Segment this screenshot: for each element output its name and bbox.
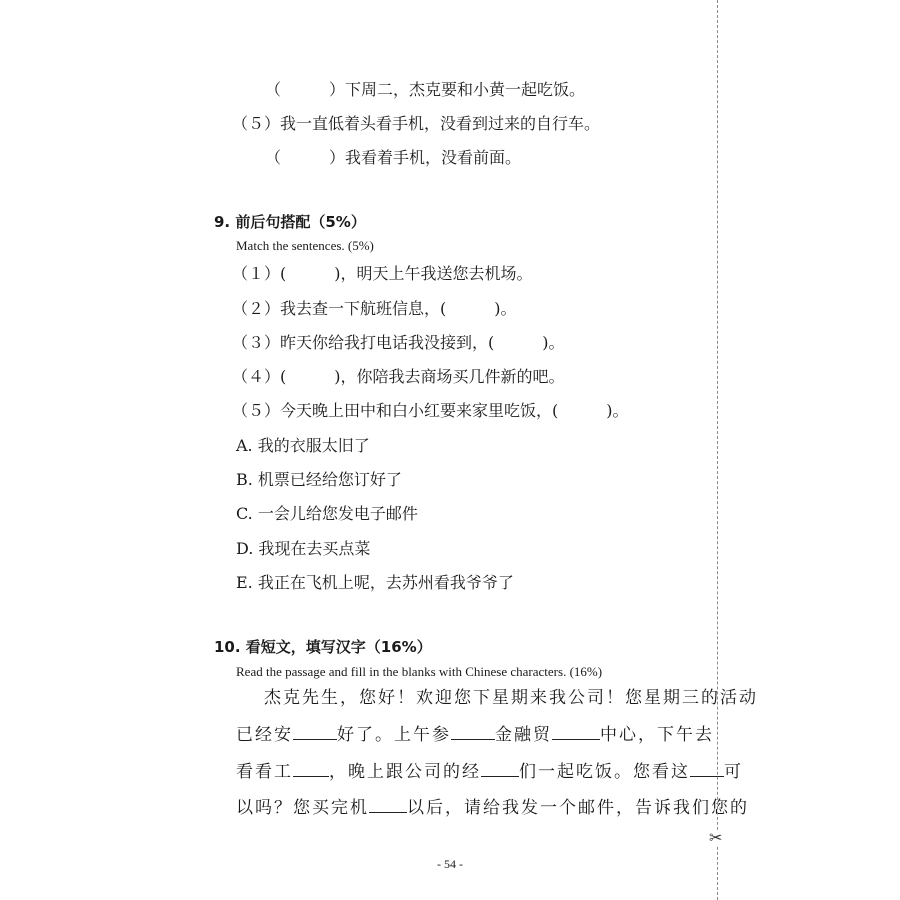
section9-option-c: C. 一会儿给您发电子邮件 <box>236 504 418 523</box>
section9-option-e: E. 我正在飞机上呢，去苏州看我爷爷了 <box>236 573 514 592</box>
fill-blank[interactable] <box>293 762 329 777</box>
section9-option-a: A. 我的衣服太旧了 <box>236 436 370 455</box>
passage-text: 以吗？您买完机 <box>236 798 369 818</box>
passage-text: 以后，请给我发一个邮件，告诉我们您的 <box>407 798 749 818</box>
passage-text: 可 <box>724 762 743 782</box>
fill-blank[interactable] <box>552 725 600 740</box>
passage-line-3 <box>236 762 743 782</box>
prev-line-3: （ ）我看着手机，没看前面。 <box>265 148 522 167</box>
cut-line <box>717 0 718 900</box>
section9-title: 9. 前后句搭配（5%） <box>214 213 366 231</box>
section9-subtitle: Match the sentences. (5%) <box>236 238 374 253</box>
page-number: - 54 - <box>437 857 463 871</box>
section9-item-2: （２）我去查一下航班信息，( )。 <box>232 299 517 318</box>
passage-text: 好了。上午参 <box>337 725 451 745</box>
scissors-icon: ✂ <box>709 828 723 847</box>
section9-item-4: （４）( )，你陪我去商场买几件新的吧。 <box>232 367 565 386</box>
passage-text: 已经安 <box>236 725 293 745</box>
fill-blank[interactable] <box>293 725 337 740</box>
fill-blank[interactable] <box>690 762 724 777</box>
passage-line-2 <box>236 725 714 745</box>
section10-title: 10. 看短文，填写汉字（16%） <box>214 638 432 656</box>
section10-subtitle: Read the passage and fill in the blanks with Chinese characters. (16%) <box>236 664 603 679</box>
section9-item-1: （１）( )，明天上午我送您去机场。 <box>232 264 533 283</box>
section9-option-d: D. 我现在去买点菜 <box>236 539 371 558</box>
passage-line-4 <box>236 798 749 818</box>
fill-blank[interactable] <box>369 798 407 813</box>
passage-text: 们一起吃饭。您看这 <box>519 762 690 782</box>
fill-blank[interactable] <box>451 725 495 740</box>
passage-text: 金融贸 <box>495 725 552 745</box>
section9-item-5: （５）今天晚上田中和白小红要来家里吃饭，( )。 <box>232 401 629 420</box>
passage-text: 杰克先生，您好！欢迎您下星期来我公司！您星期三的活动 <box>264 688 758 708</box>
passage-text: 看看工 <box>236 762 293 782</box>
passage-line-1 <box>264 688 758 708</box>
passage-text: ，晚上跟公司的经 <box>329 762 481 782</box>
section9-item-3: （３）昨天你给我打电话我没接到，( )。 <box>232 333 565 352</box>
passage-text: 中心，下午去 <box>600 725 714 745</box>
prev-line-2: （５）我一直低着头看手机，没看到过来的自行车。 <box>232 114 601 133</box>
fill-blank[interactable] <box>481 762 519 777</box>
section9-option-b: B. 机票已经给您订好了 <box>236 470 402 489</box>
prev-line-1: （ ）下周二，杰克要和小黄一起吃饭。 <box>265 80 586 99</box>
